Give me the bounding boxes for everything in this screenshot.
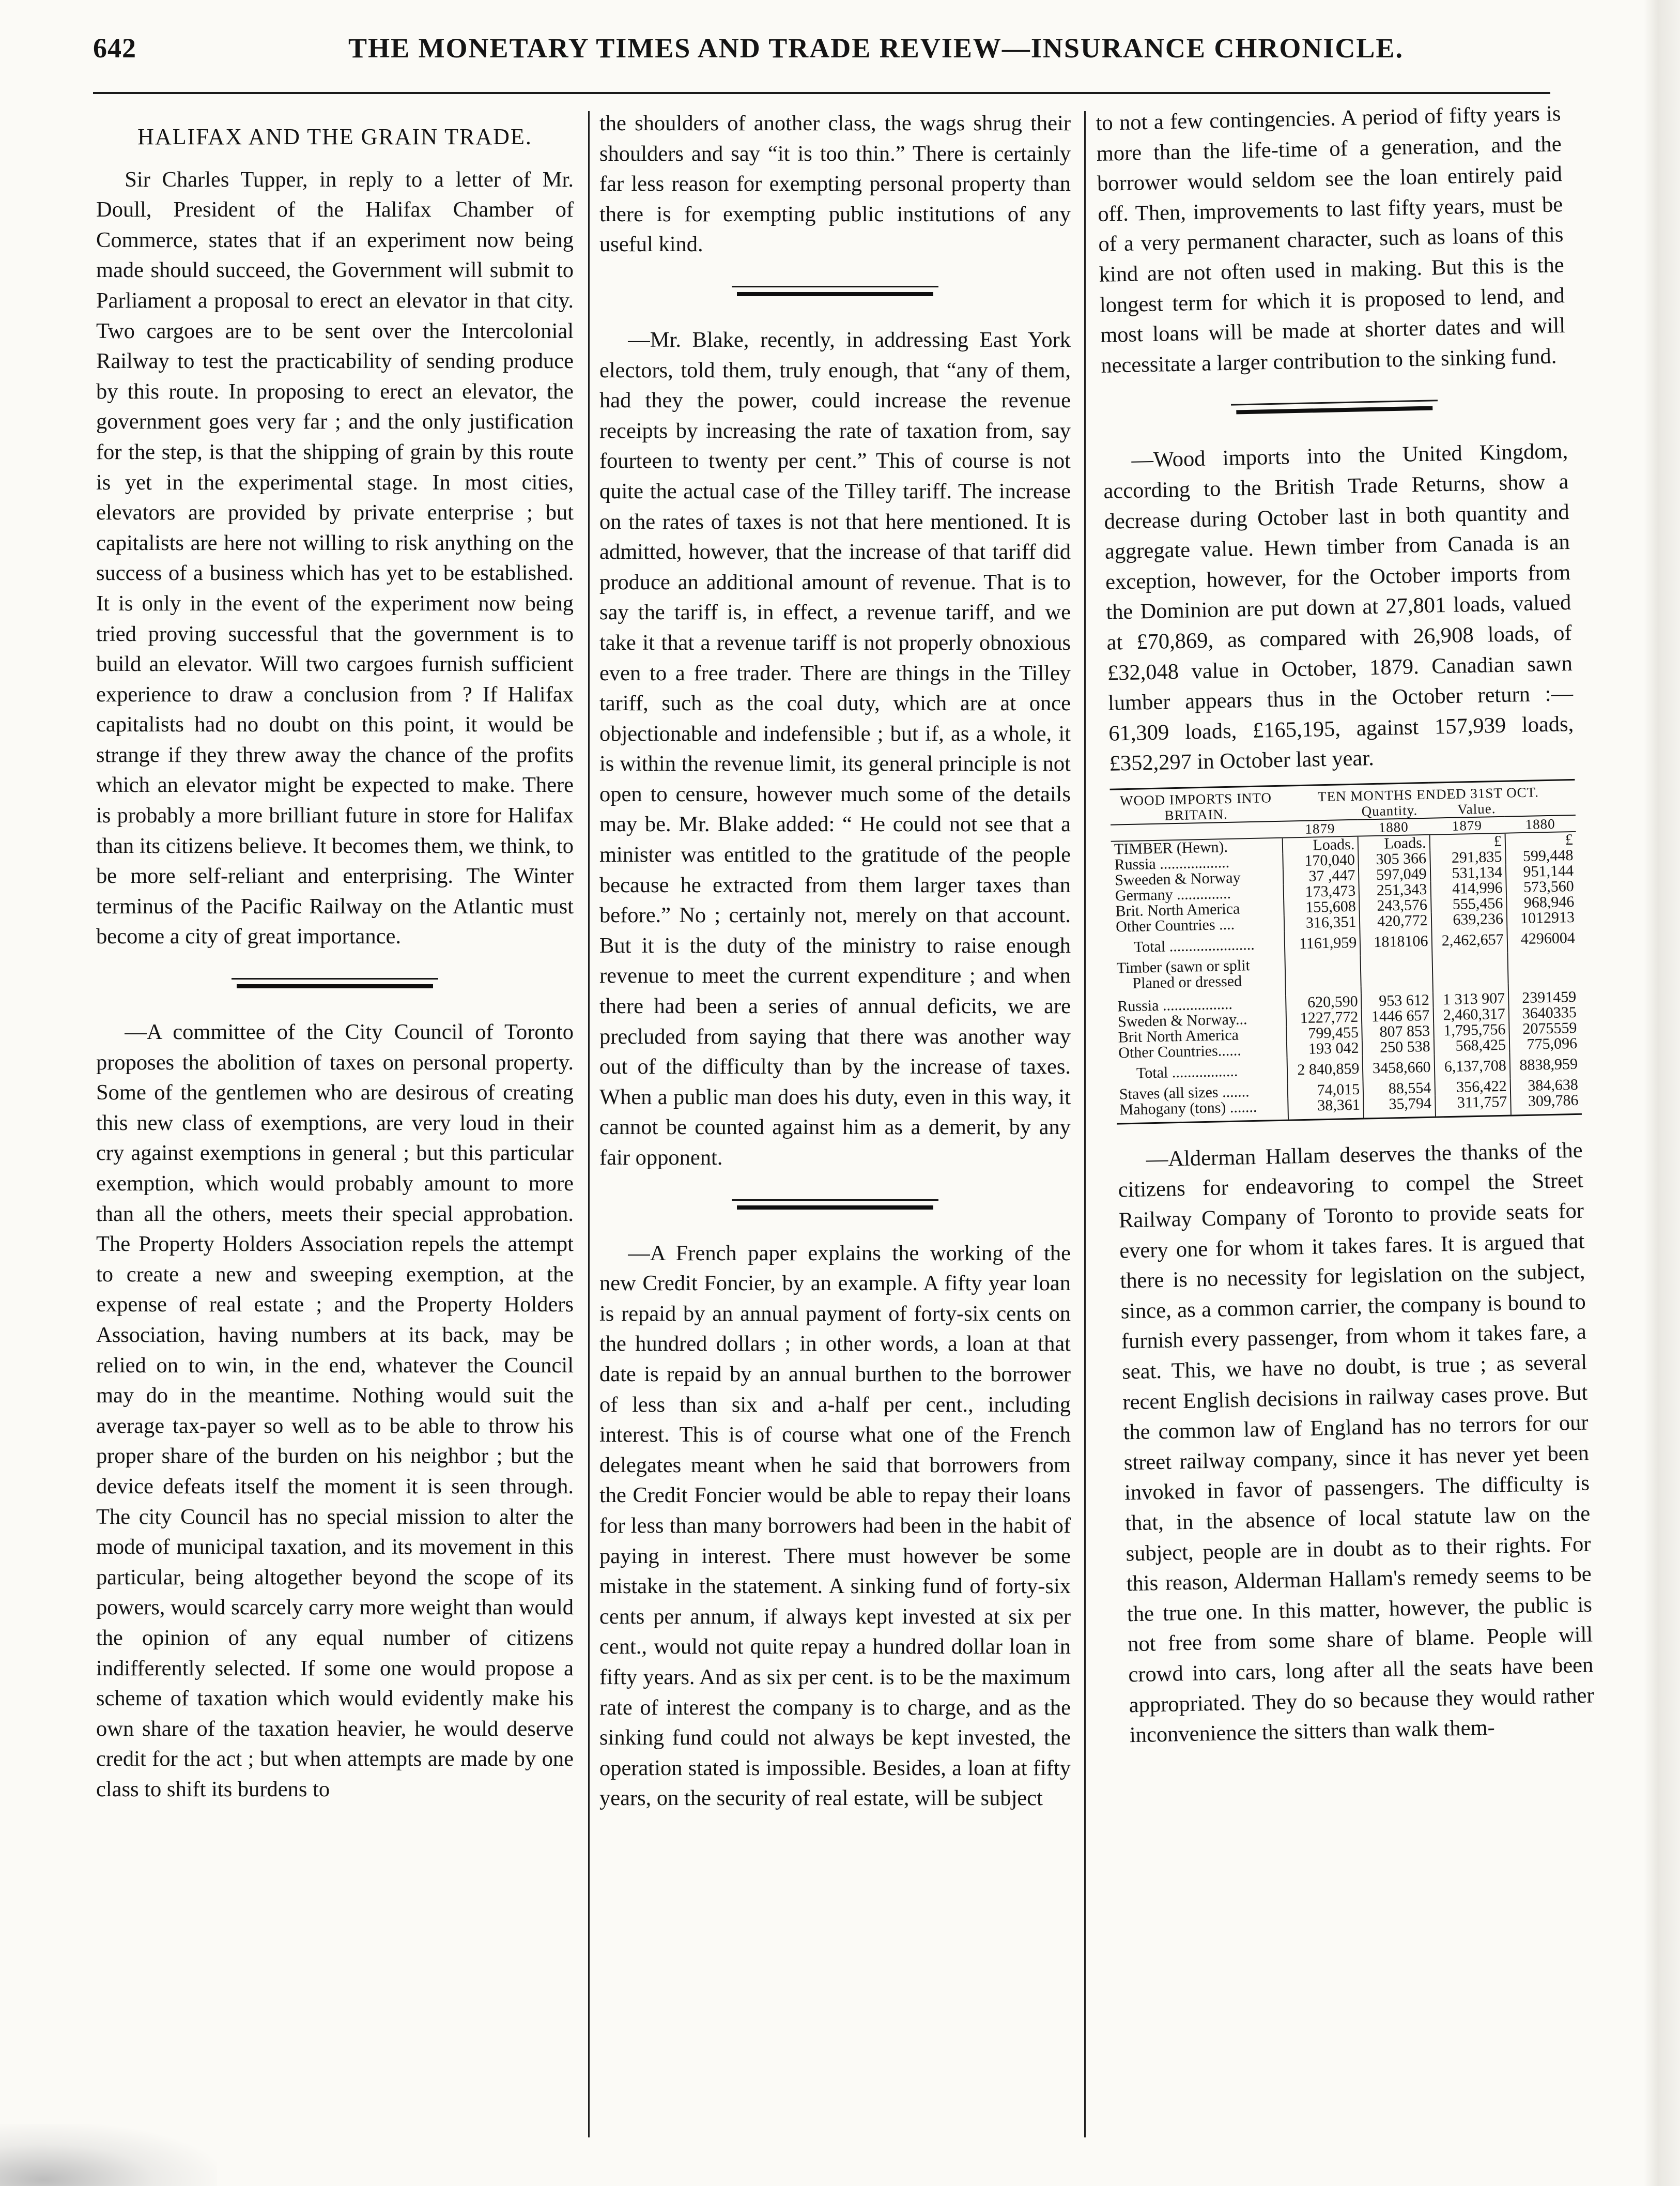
section-divider — [599, 1191, 1071, 1221]
wood-imports-table — [1110, 779, 1582, 1125]
value-label: Value. — [1457, 800, 1496, 817]
scan-smudge — [0, 2124, 217, 2186]
table-row: Mahogany (tons) ....... 38,361 35,794 311,757 309,786 — [1116, 1093, 1582, 1124]
column-1 — [96, 109, 574, 1805]
unit-label: £ — [1505, 832, 1576, 849]
table-row: Other Countries...... 193 042 250 538 568,425 775,096 — [1115, 1036, 1580, 1061]
masthead — [93, 32, 1540, 64]
header-rule — [93, 92, 1550, 94]
column-2 — [599, 109, 1071, 1814]
table-title-left: WOOD IMPORTS INTO BRITAIN. — [1110, 786, 1282, 824]
table-row: Sweeden & Norway 37 ,447 597,049 531,134 951,144 — [1112, 863, 1577, 889]
table-total-row: Total ................. 2 840,859 3458,660 6,137,708 8838,959 — [1116, 1051, 1581, 1087]
article-credit-foncier: —A French paper explains the working of the new Credit Foncier, by an example. A fifty year loan is repaid by an annual payment of forty-six cents on the hundred dollars ; in other words, a loan at that date is repaid by an annual burthen to the borrower of less than six and a-half per cent., including interest. This is of course what one of the French delegates meant when he said that borrowers from the Credit Foncier would be able to repay their loans for less than many borrowers had been in the habit of paying in interest. There must however be some mistake in the statement. A sinking fund of forty-six cents per annum, if always kept invested at six per cent., would not quite repay a hundred dollar loan in fifty years. And as six per cent. is to be the maximum rate of interest the company is to charge, and as the sinking fund could not always be kept invested, the operation stated is impossible. Besides, a loan at fifty years, on the security of real estate, will be subject — [599, 1241, 1071, 1811]
year-header: 1879 — [1429, 817, 1505, 835]
article-halifax-grain: Sir Charles Tupper, in reply to a letter of Mr. Doull, President of the Halifax Chamber of Commerce, states that if an experiment now being made should succeed, the Government will submit to Parliament a proposal to erect an elevator in that city. Two cargoes are to be sent over the Intercolonial Railway to test the practicability of sending produce by this route. In proposing to erect an elevator, the government goes very far ; and the only justification for the step, is that the shipping of grain by this route is yet in the experimental stage. In most cities, elevators are provided by private enterprise ; but capitalists are here not willing to risk anything on the success of a business which has yet to be established. It is only in the event of the experiment now being tried proving successful that the government is to build an elevator. Will two cargoes furnish sufficient experience to draw a conclusion from ? If Halifax capitalists had no doubt on this point, it would be strange if they threw away the chance of the profits which an elevator might be expected to make. There is probably a more brilliant future in store for Halifax than its citizens believe. It becomes them, we think, to be more self-reliant and enterprising. The Winter terminus of the Pacific Railway on the Atlantic must become a city of great importance. — [96, 167, 574, 949]
article-credit-foncier-continued: to not a few contingencies. A period of fifty years is more than the life-time of a generation, and the borrower would seldom see the loan entirely paid off. Then, improvements to last fifty years, must be of a very permanent character, such as loans of this kind are not often used in making. But this is the longest term for which it is proposed to lend, and most loans will be made at shorter dates and will necessitate a larger contribution to the sinking fund. — [1096, 101, 1566, 378]
column-rule-1 — [588, 111, 590, 2137]
article-blake-tariff: —Mr. Blake, recently, in addressing East York electors, told them, truly enough, that “any of them, had they the power, could increase the revenue receipts by increasing the rate of taxation from, say fourteen to twenty per cent.” This of course is not quite the actual case of the Tilley tariff. The increase on the rates of taxes is not that here mentioned. It is admitted, however, that the increase of that tariff did produce an additional amount of revenue. That is to say the tariff is, in effect, a revenue tariff, and we take it that a revenue tariff is not properly obnoxious even to a free trader. There are things in the Tilley tariff, such as the coal duty, which are at once objectionable and indefensible ; but if, as a whole, it is within the revenue limit, its general principle is not open to censure, however much some of the details may be. Mr. Blake added: “ He could not see that a minister was entitled to the gratitude of the people because he extracted from them larger taxes than before.” No ; certainly not, merely on that account. But it is the duty of the ministry to raise enough revenue to meet the current expenditure ; and when there had been a series of annual deficits, we are precluded from saying that there was another way out of the difficulty than by the increase of taxes. When a public man does his duty, even in this way, it cannot be counted against him as a demerit, by any fair opponent. — [599, 327, 1071, 1170]
section-divider — [1102, 389, 1567, 429]
article-heading: HALIFAX AND THE GRAIN TRADE. — [137, 124, 532, 149]
page-number: 642 — [93, 33, 136, 64]
unit-label: £ — [1429, 833, 1505, 851]
section-divider — [599, 278, 1071, 308]
year-header: 1880 — [1358, 818, 1429, 836]
journal-title: THE MONETARY TIMES AND TRADE REVIEW—INSURANCE CHRONICLE. — [348, 33, 1404, 64]
year-header: 1880 — [1505, 815, 1576, 833]
article-street-railway: —Alderman Hallam deserves the thanks of the citizens for endeavoring to compel the Street Railway Company of Toronto to provide seats for every one for whom it takes fares. It is argued that there is no necessity for legislation on the subject, since, as a common carrier, the company is bound to furnish every passenger, from whom it takes fare, a seat. This, we have no doubt, is true ; as several recent English decisions in railway cases prove. But the common law of England has no terrors for our street railway company, since it has never yet been invoked in favor of passengers. The difficulty is that, in the absence of local statute law on the subject, people are in doubt as to their rights. For this reason, Alderman Hallam's remedy seems to be the true one. In this matter, however, the public is not free from some share of blame. People will crowd into cars, long after all the seats have been appropriated. They do so because they would rather inconvenience the sitters than walk them- — [1118, 1138, 1594, 1748]
section-divider — [96, 970, 574, 1000]
column-3 — [1096, 101, 1594, 1751]
article-wood-imports: —Wood imports into the United Kingdom, according to the British Trade Returns, show a decrease during October last in both quantity and aggregate value. Hewn timber from Canada is an exception, however, for the October imports from the Dominion are put down at 27,801 loads, valued at £70,869, as compared with 26,908 loads, of £32,048 value in October, 1879. Canadian sawn lumber appears thus in the October return :— 61,309 loads, £165,195, against 157,939 loads, £352,297 in October last year. — [1103, 439, 1574, 776]
table-row: Sweden & Norway... 1227,772 1446 657 2,460,317 3640335 — [1115, 1005, 1580, 1030]
page-edge-shadow — [1644, 0, 1680, 2186]
table-title-right: TEN MONTHS ENDED 31ST OCT. Quantity. Value. — [1282, 779, 1576, 821]
table-row: Brit North America 799,455 807 853 1,795,756 2075559 — [1115, 1020, 1580, 1046]
section-label: Timber (sawn or split Planed or dressed — [1116, 956, 1251, 992]
article-toronto-taxes: —A committee of the City Council of Toronto proposes the abolition of taxes on personal property. Some of the gentlemen who are desirous of creating this new class of exemptions, are very loud in their cry against exemptions in general ; but this particular exemption, which would probably amount to more than all the others, meets their special approbation. The Property Holders Association repels the attempt to create a new and sweeping exemption, at the expense of real estate ; and the Property Holders Association, having numbers at its back, may be relied on to win, in the end, whatever the Council may do in the meantime. Nothing would suit the average tax-payer so well as to be able to throw his proper share of the burden on his neighbor ; but the device defeats itself the moment it is seen through. The city Council has no special mission to alter the mode of municipal taxation, and its movement in this particular, being altogether beyond the scope of its powers, would scarcely carry more weight than would the opinion of any equal number of citizens indifferently selected. If some one would propose a scheme of taxation which would evidently make his own share of the taxation heavier, he would deserve credit for the act ; but when attempts are made by one class to shift its burdens to — [96, 1020, 574, 1801]
table-total-row: Total ...................... 1161,959 1818106 2,462,657 4296004 — [1113, 925, 1578, 961]
table-row: Russia .................. 170,040 305 366 291,835 599,448 — [1111, 848, 1576, 873]
article-toronto-taxes-continued: the shoulders of another class, the wags shrug their shoulders and say “it is too thin.” There is certainly far less reason for exempting personal property than there is for exempting public institutions of any useful kind. — [599, 111, 1071, 257]
column-rule-2 — [1084, 111, 1086, 2137]
quantity-label: Quantity. — [1361, 802, 1418, 819]
year-header: 1879 — [1282, 820, 1358, 838]
section-label: TIMBER (Hewn). — [1114, 838, 1228, 858]
table-row: Other Countries .... 316,351 420,772 639,236 1012913 — [1113, 910, 1578, 935]
unit-label: Loads. — [1358, 835, 1430, 852]
table-row: Germany .............. 173,473 251,343 414,996 573,560 — [1112, 879, 1577, 904]
table-row: Staves (all sizes ....... 74,015 88,554 356,422 384,638 — [1116, 1077, 1581, 1103]
unit-label: Loads. — [1283, 836, 1359, 854]
table-row: Brit. North America 155,608 243,576 555,456 968,946 — [1112, 894, 1577, 920]
table-row: Russia .................. 620,590 953 612 1 313 907 2391459 — [1114, 989, 1579, 1015]
